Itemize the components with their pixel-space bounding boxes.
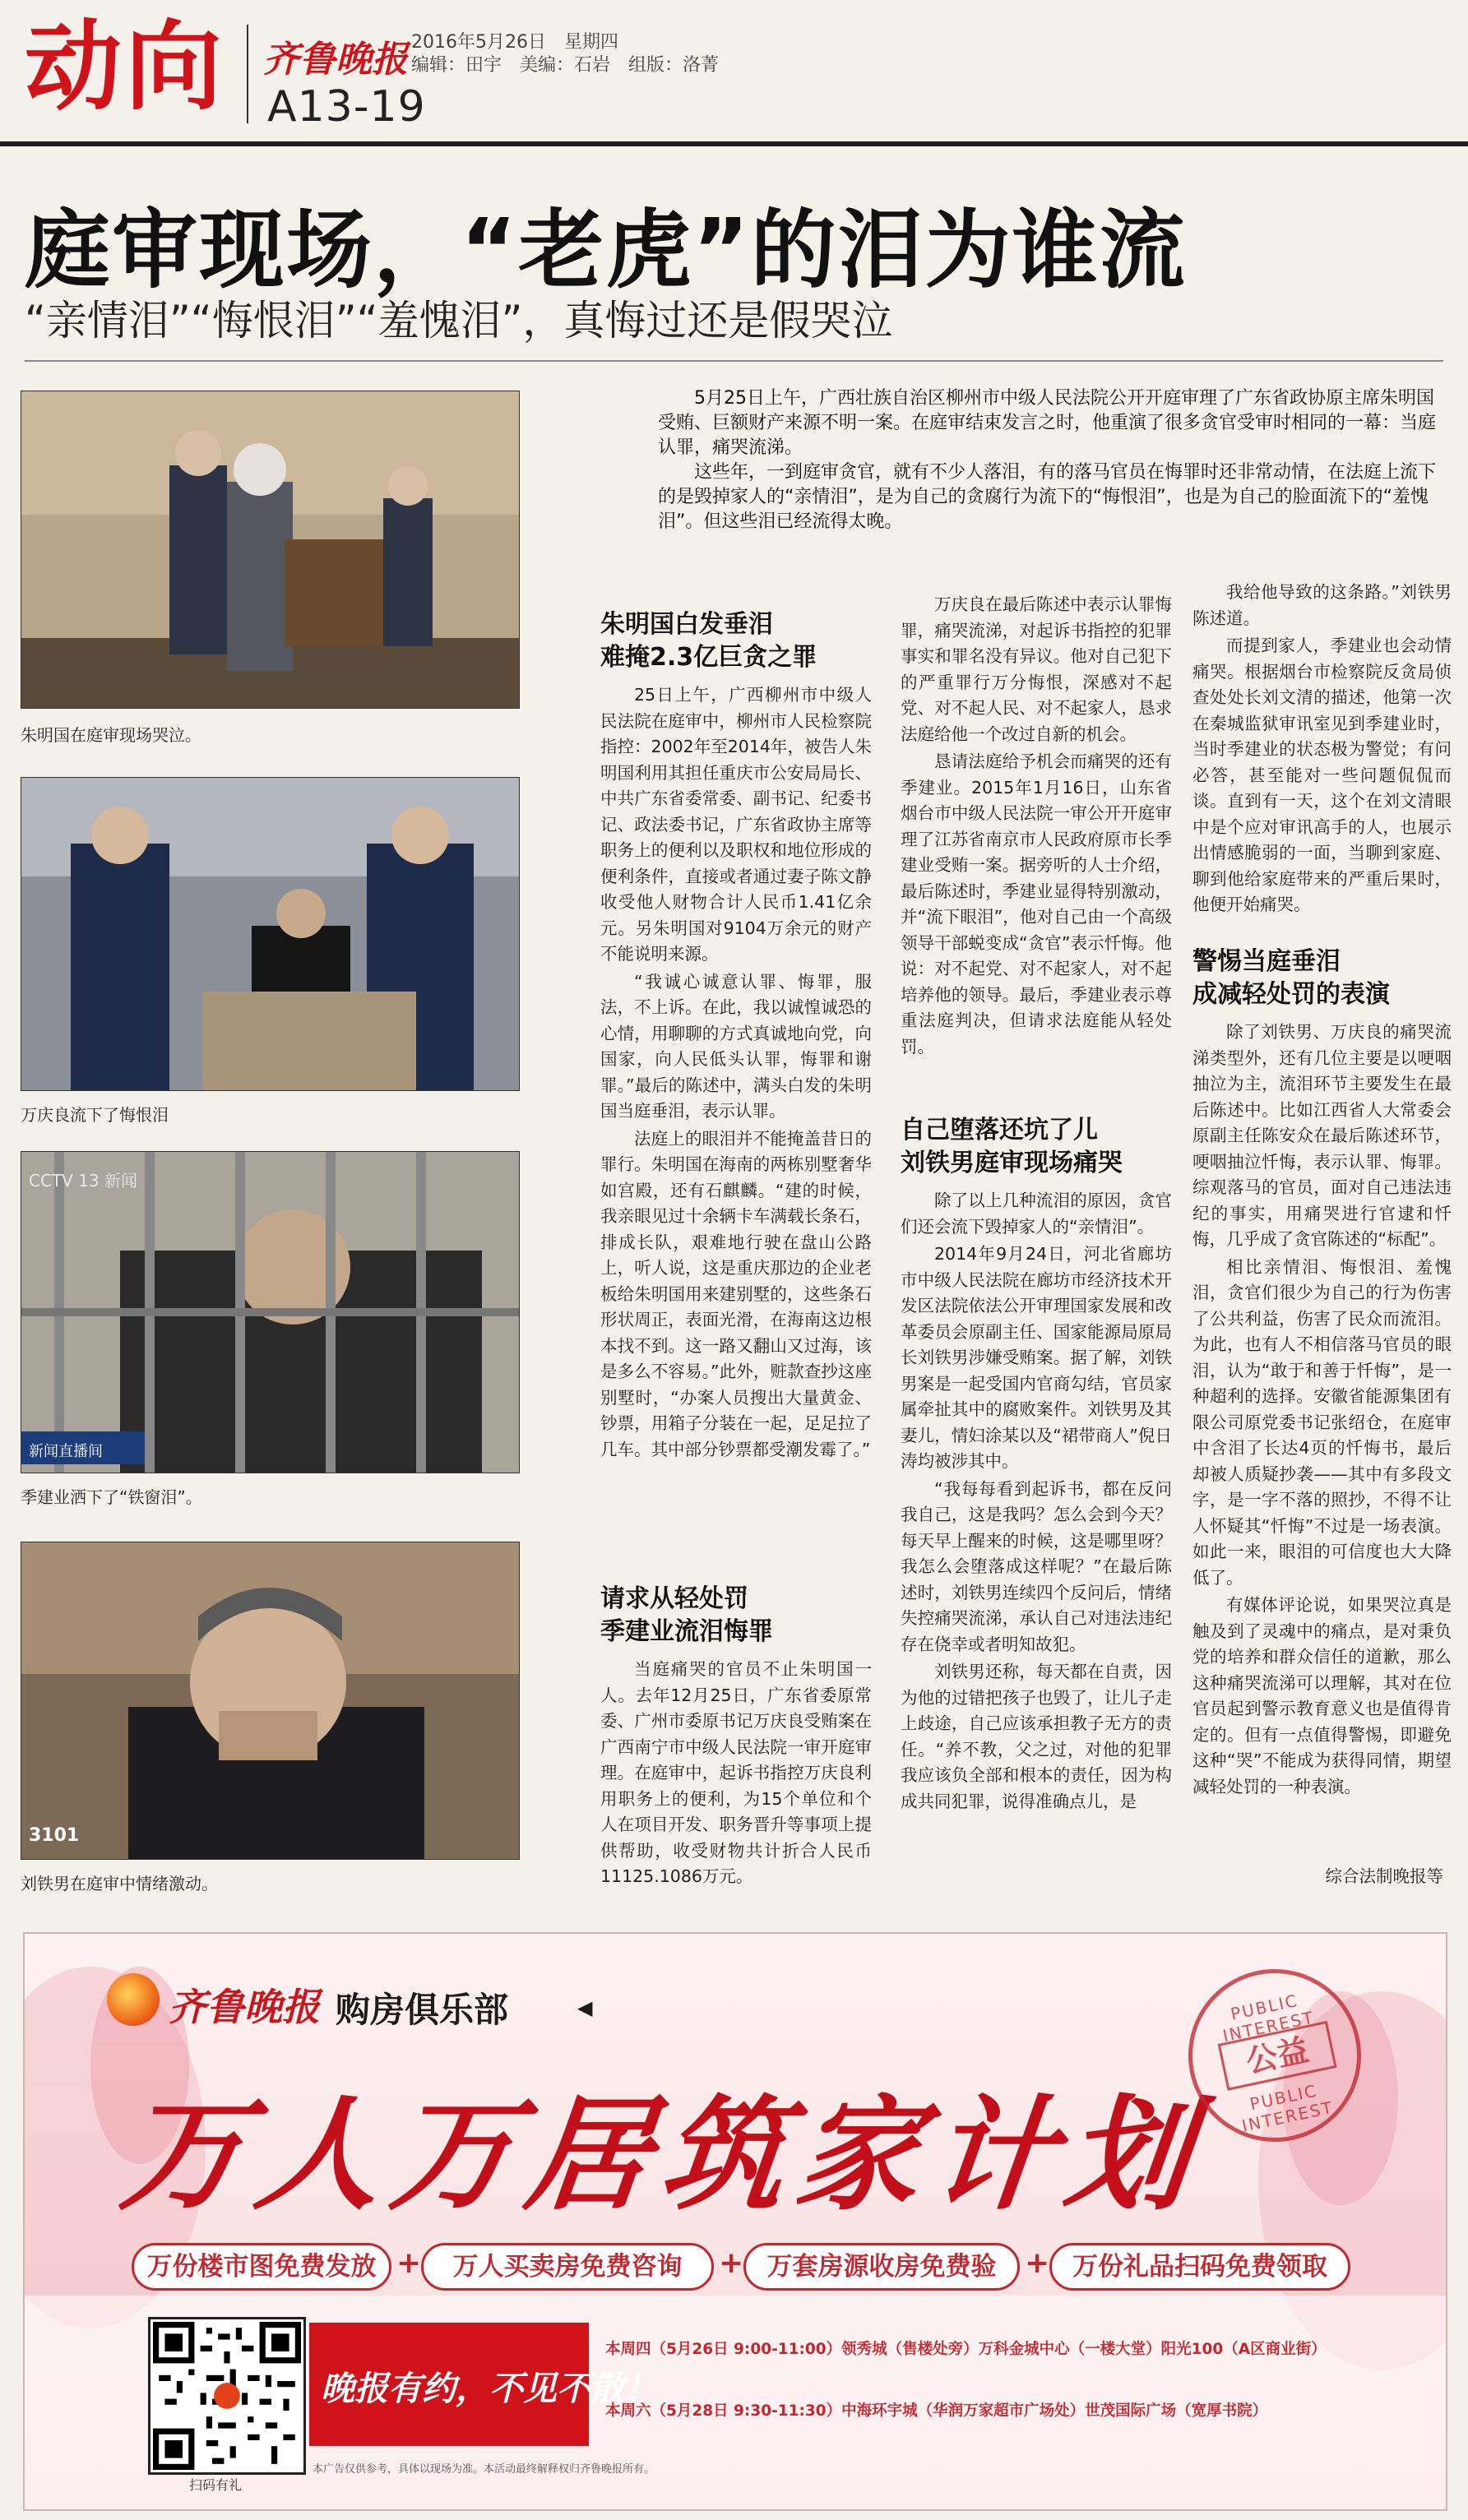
- ad-benefit-pill: 万份楼市图免费发放: [132, 2243, 391, 2291]
- article-paragraph: 我给他导致的这条路。”刘铁男陈述道。: [1192, 582, 1452, 628]
- article-paragraph: 法庭上的眼泪并不能掩盖昔日的罪行。朱明国在海南的两栋别墅奢华如宫殿，还有石麒麟。“建的时候，我亲眼见过十余辆卡车满载长条石，排成长队，艰难地行驶在盘山公路上，听人说，这是重庆那边的企业老板给朱明国用来建别墅的，这些条石形状周正，表面光滑，在海南这边根本找不到。这一路又翻山又过海，该是多么不容易。”此外，赃款查抄这座别墅时，“办案人员搜出大量黄金、钞票，用箱子分装在一起，足足拉了几车。其中部分钞票都受潮发霉了。”: [600, 1128, 872, 1459]
- paper-logo-icon: [107, 1973, 160, 2026]
- subheadline: “亲情泪”“悔恨泪”“羞愧泪”，真悔过还是假哭泣: [25, 297, 893, 344]
- photo-liu-tienan: [21, 1542, 520, 1860]
- qr-code[interactable]: [148, 2317, 306, 2475]
- ad-benefit-pill: 万份礼品扫码免费领取: [1049, 2243, 1350, 2291]
- ad-slogan: 万人万居筑家计划: [114, 2083, 1209, 2227]
- photo-caption: 朱明国在庭审现场哭泣。: [21, 725, 201, 745]
- article-paragraph: 当庭痛哭的官员不止朱明国一人。去年12月25日，广东省委原常委、广州市委原书记万庆良受贿案在广西南宁市中级人民法院一审开庭审理。在庭审中，起诉书指控万庆良利用职务上的便利，为15个单位和个人在项目开发、职务晋升等事项上提供帮助，收受财物共计折合人民币11125.1086万元。: [600, 1659, 872, 1886]
- page-number: A13-19: [267, 82, 426, 132]
- article-paragraph: “我每每看到起诉书，都在反问我自己，这是我吗？怎么会到今天？每天早上醒来的时候，这是哪里呀？我怎么会堕落成这样呢？”在最后陈述时，刘铁男连续四个反问后，情绪失控痛哭流涕，承认自己对违法违纪存在侥幸或者明知故犯。: [901, 1478, 1172, 1654]
- ad-benefit-pill: 万人买卖房免费咨询: [421, 2243, 714, 2291]
- ad-club-title: 购房俱乐部: [336, 1990, 509, 2030]
- photo-overlay-label: 新闻直播间: [29, 1443, 103, 1460]
- stamp-main-text: 公益: [1218, 2021, 1337, 2091]
- ad-paper-name: 齐鲁晚报: [169, 1985, 320, 2029]
- article-paragraph: 除了以上几种流泪的原因，贪官们还会流下毁掉家人的“亲情泪”。: [901, 1191, 1172, 1237]
- ad-schedule-line: 本周四（5月26日 9:00-11:00）领秀城（售楼处旁）万科金城中心（一楼大堂）阳光100（A区商业街）: [605, 2341, 1327, 2358]
- headline-rule: [25, 360, 1443, 362]
- article-paragraph: “我诚心诚意认罪、悔罪，服法，不上诉。在此，我以诚惶诚恐的心情，用聊聊的方式真诚地向党，向国家，向人民低头认罪，悔罪和谢罪。”最后的陈述中，满头白发的朱明国当庭垂泪，表示认罪。: [600, 971, 872, 1121]
- article-paragraph: 2014年9月24日，河北省廊坊市中级人民法院在廊坊市经济技术开发区法院依法公开审理国家发展和改革委员会原副主任、国家能源局原局长刘铁男涉嫌受贿案。据了解，刘铁男案是一起受国内官商勾结，官员家属牵扯其中的腐败案件。刘铁男及其妻儿，情妇涂某以及“裙带商人”倪日涛均被涉其中。: [901, 1244, 1172, 1471]
- article-paragraph: 除了刘铁男、万庆良的痛哭流涕类型外，还有几位主要是以哽咽抽泣为主，流泪环节主要发生在最后陈述中。比如江西省人大常委会原副主任陈安众在最后陈述环节，哽咽抽泣忏悔，表示认罪、悔罪。综观落马的官员，面对自己违法违纪的事实，用痛哭进行官逮和忏悔，几乎成了贪官陈述的“标配”。: [1192, 1022, 1452, 1249]
- issue-date: 2016年5月26日 星期四: [411, 32, 618, 53]
- qr-label: 扫码有礼: [189, 2477, 243, 2493]
- article-source: 综合法制晚报等: [1325, 1866, 1443, 1886]
- masthead-rule: [0, 141, 1468, 146]
- section-title: 动向: [25, 9, 226, 123]
- article-column-3: [1192, 580, 1452, 920]
- photo-caption: 刘铁男在庭审中情绪激动。: [21, 1874, 218, 1893]
- article-column-1: [600, 682, 872, 1464]
- ad-benefit-pill: 万套房源收房免费验: [743, 2243, 1020, 2291]
- ad-benefit-list: [132, 2243, 1349, 2292]
- article-paragraph: 刘铁男还称，每天都在自责，因为他的过错把孩子也毁了，让儿子走上歧途，自己应该承担教子无方的责任。“养不教，父之过，对他的犯罪我应该负全部和根本的责任，因为构成共同犯罪，说得准确点儿，是: [901, 1662, 1172, 1811]
- masthead-divider: [247, 25, 248, 123]
- triangle-left-icon: ◀: [577, 1996, 593, 2019]
- article-column-2b: [901, 1188, 1172, 1816]
- section-subhead: 朱明国白发垂泪 难掩2.3亿巨贪之罪: [600, 610, 817, 672]
- ad-footnote: 本广告仅供参考，具体以现场为准。本活动最终解释权归齐鲁晚报所有。: [313, 2463, 655, 2476]
- article-paragraph: 恳请法庭给予机会而痛哭的还有季建业。2015年1月16日，山东省烟台市中级人民法院一审公开开庭审理了江苏省南京市人民政府原市长季建业受贿一案。据旁听的人士介绍，最后陈述时，季建业显得特别激动，并“流下眼泪”，他对自己由一个高级领导干部蜕变成“贪官”表示忏悔。他说：对不起党、对不起家人，对不起培养他的领导。最后，季建业表示尊重法庭判决，但请求法庭能从轻处罚。: [901, 751, 1172, 1057]
- issue-staff: 编辑：田宇 美编：石岩 组版：洛菁: [411, 55, 720, 76]
- stamp-text: PUBLIC INTEREST: [1220, 1990, 1317, 2046]
- section-subhead: 警惕当庭垂泪 成减轻处罚的表演: [1192, 947, 1390, 1009]
- stamp-text: PUBLIC INTEREST: [1239, 2080, 1336, 2136]
- section-subhead: 请求从轻处罚 季建业流泪悔罪: [600, 1584, 773, 1646]
- photo-ji-jianye: [21, 1151, 520, 1473]
- lead-text: 这些年，一到庭审贪官，就有不少人落泪，有的落马官员在悔罪时还非常动情，在法庭上流下的是毁掉家人的“亲情泪”，是为自己的贪腐行为流下的“悔恨泪”，也是为自己的脸面流下的“羞愧泪”。但这些泪已经流得太晚。: [658, 462, 1437, 532]
- article-paragraph: 而提到家人，季建业也会动情痛哭。根据烟台市检察院反贪局侦查处处长刘文清的描述，他第一次在秦城监狱审讯室见到季建业时，当时季建业的状态极为警觉；有问必答，甚至能对一些问题侃侃而谈。直到有一天，这个在刘文清眼中是个应对审讯高手的人，也展示出情感脆弱的一面，当聊到家庭、聊到他给家庭带来的严重后果时，他便开始痛哭。: [1192, 636, 1452, 914]
- article-paragraph: 25日上午，广西柳州市中级人民法院在庭审中，柳州市人民检察院指控：2002年至2014年，被告人朱明国利用其担任重庆市公安局局长、中共广东省委常委、副书记、纪委书记、政法委书记，广东省政协主席等职务上的便利以及职权和地位形成的便利条件，直接或者通过妻子陈文静收受他人财物合计人民币1.41亿余元。另朱明国对9104万余元的财产不能说明来源。: [600, 685, 872, 964]
- ad-date-slogan: 晚报有约，不见不散！: [321, 2369, 658, 2408]
- headline: 庭审现场，“老虎”的泪为谁流: [25, 200, 1187, 300]
- lead-paragraph: [658, 386, 1443, 534]
- article-column-1b: [600, 1657, 872, 1892]
- article-paragraph: 相比亲情泪、悔恨泪、羞愧泪，贪官们很少为自己的行为伤害了公共利益，伤害了民众而流泪。为此，也有人不相信落马官员的眼泪，认为“敢于和善于忏悔”，是一种超利的选择。安徽省能源集团有限公司原党委书记张绍仓，在庭审中含泪了长达4页的忏悔书，最后却被人质疑抄袭——其中有多段文字，是一字不落的照抄，不得不让人怀疑其“忏悔”不过是一场表演。如此一来，眼泪的可信度也大大降低了。: [1192, 1256, 1452, 1588]
- photo-watermark: CCTV 13 新闻: [29, 1171, 137, 1191]
- photo-caption: 万庆良流下了悔恨泪: [21, 1105, 169, 1125]
- photo-caption: 季建业洒下了“铁窗泪”。: [21, 1487, 202, 1507]
- ad-schedule-line: 本周六（5月28日 9:30-11:30）中海环宇城（华润万家超市广场处）世茂国际广场（宽厚书院）: [605, 2402, 1268, 2420]
- lead-text: 5月25日上午，广西壮族自治区柳州市中级人民法院公开开庭审理了广东省政协原主席朱明国受贿、巨额财产来源不明一案。在庭审结束发言之时，他重演了很多贪官受审时相同的一幕：当庭认罪，痛哭流涕。: [658, 388, 1437, 458]
- article-column-3b: [1192, 1020, 1452, 1801]
- article-paragraph: 万庆良在最后陈述中表示认罪悔罪，痛哭流涕，对起诉书指控的犯罪事实和罪名没有异议。他对自己犯下的严重罪行万分悔恨，深感对不起党、对不起人民、对不起家人，恳求法庭给他一个改过自新的机会。: [901, 594, 1172, 744]
- section-subhead: 自己堕落还坑了儿 刘铁男庭审现场痛哭: [901, 1116, 1123, 1177]
- paper-name: 齐鲁晚报: [263, 39, 408, 81]
- photo-wan-qingliang: [21, 777, 520, 1091]
- photo-zhu-mingguo: [21, 391, 520, 709]
- photo-overlay-label: 3101: [29, 1825, 80, 1846]
- article-paragraph: 有媒体评论说，如果哭泣真是触及到了灵魂中的痛点，是对秉负党的培养和群众信任的道歉，那么这种痛哭流涕可以理解，其对在位官员起到警示教育意义也是值得肯定的。但有一点值得警惕，即避免这种“哭”不能成为获得同情，期望减轻处罚的一种表演。: [1192, 1595, 1452, 1796]
- plus-icon: +: [1025, 2246, 1050, 2280]
- plus-icon: +: [396, 2246, 422, 2280]
- article-column-2: [901, 592, 1172, 1061]
- plus-icon: +: [719, 2246, 744, 2280]
